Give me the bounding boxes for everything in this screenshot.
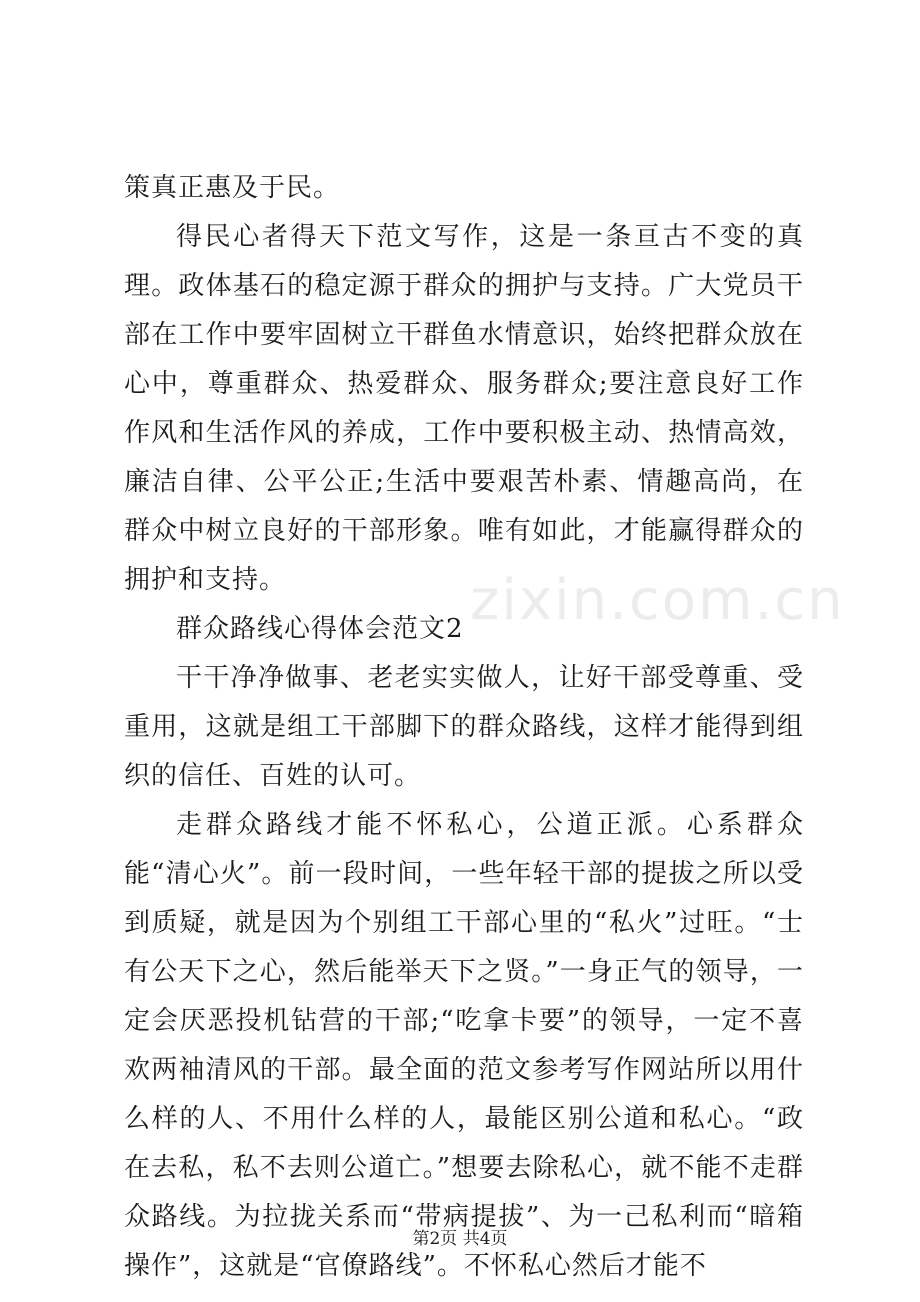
document-body	[124, 164, 804, 1291]
page-footer: 第2页 共4页	[412, 1229, 508, 1249]
paragraph-2: 得民心者得天下范文写作，这是一条亘古不变的真理。政体基石的稳定源于群众的拥护与支持。广大党员干部在工作中要牢固树立干群鱼水情意识，始终把群众放在心中，尊重群众、热爱群众、服务群众;要注意良好工作作风和生活作风的养成，工作中要积极主动、热情高效，廉洁自律、公平公正;生活中要艰苦朴素、情趣高尚，在群众中树立良好的干部形象。唯有如此，才能赢得群众的拥护和支持。	[124, 222, 804, 595]
paragraph-4: 走群众路线才能不怀私心，公道正派。心系群众能“清心火”。前一段时间，一些年轻干部的提拔之所以受到质疑，就是因为个别组工干部心里的“私火”过旺。“士有公天下之心，然后能举天下之贤。”一身正气的领导，一定会厌恶投机钻营的干部;“吃拿卡要”的领导，一定不喜欢两袖清风的干部。最全面的范文参考写作网站所以用什么样的人、不用什么样的人，最能区别公道和私心。“政在去私，私不去则公道亡。”想要去除私心，就不能不走群众路线。为拉拢关系而“带病提拔”、为一己私利而“暗箱操作”，这就是“官僚路线”。不怀私心然后才能不	[124, 810, 804, 1281]
paragraph-1: 策真正惠及于民。	[124, 173, 341, 203]
section-heading: 群众路线心得体会范文2	[176, 614, 464, 644]
paragraph-3: 干干净净做事、老老实实做人，让好干部受尊重、受重用，这就是组工干部脚下的群众路线，这样才能得到组织的信任、百姓的认可。	[124, 663, 804, 791]
watermark: zixin.com.cn	[470, 568, 845, 633]
